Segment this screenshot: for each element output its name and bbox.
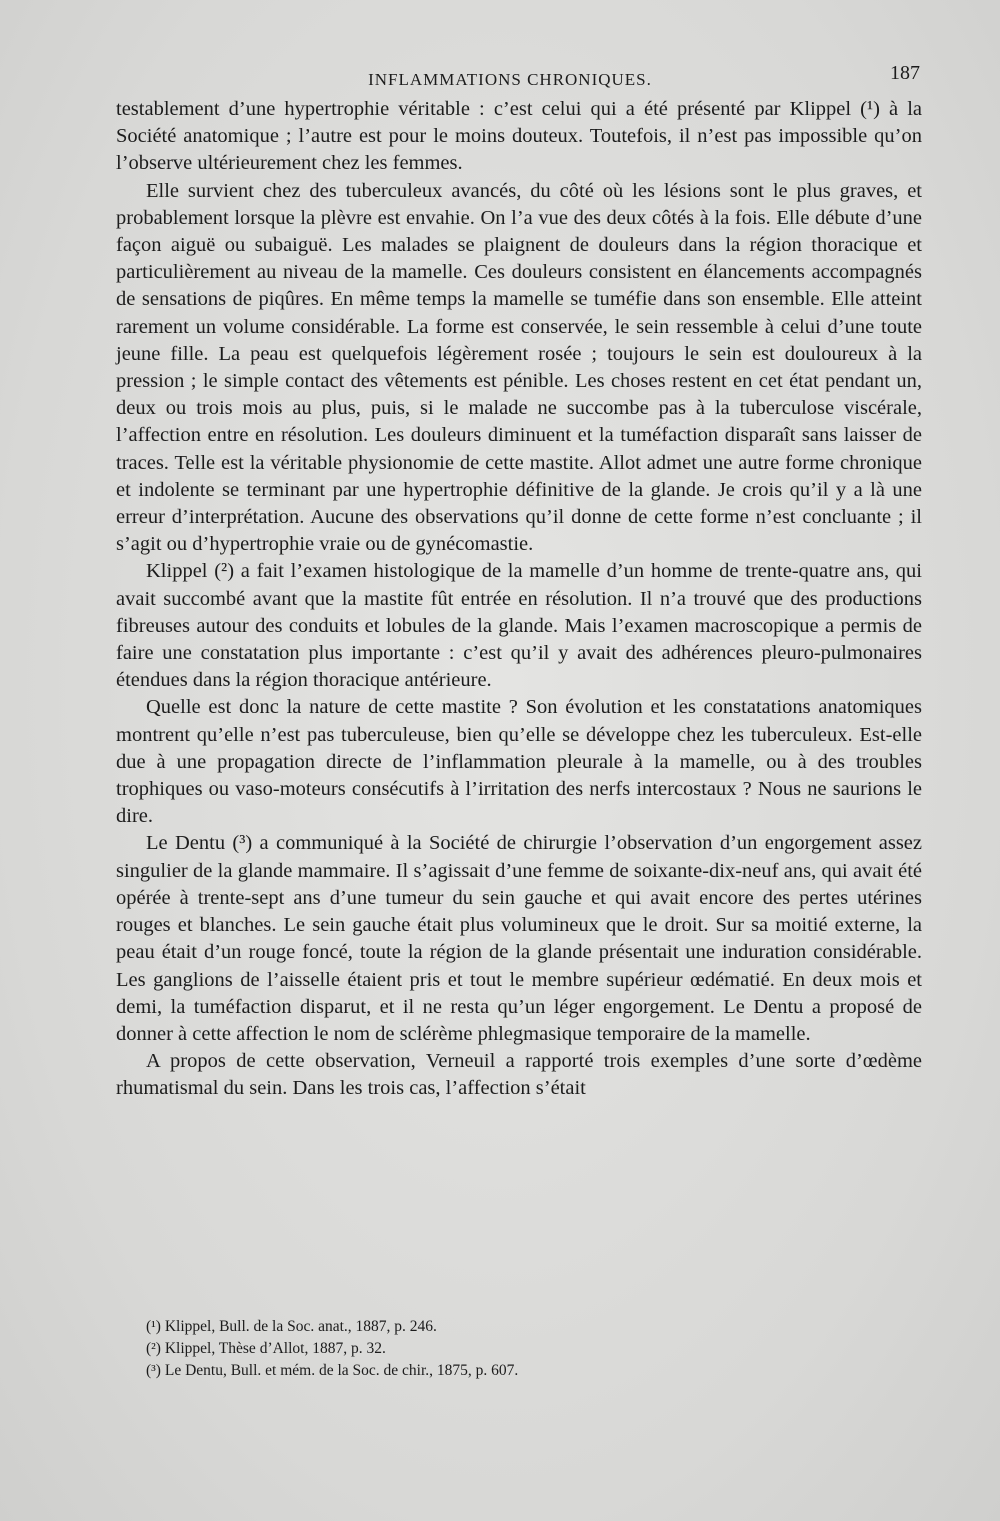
body-text bbox=[116, 96, 922, 1103]
page-number: 187 bbox=[890, 62, 920, 84]
paragraph: A propos de cette observation, Verneuil a rapporté trois exemples d’une sorte d’œdème rhumatismal du sein. Dans les trois cas, l’affection s’était bbox=[116, 1050, 922, 1100]
running-head bbox=[100, 62, 920, 92]
paragraph: testablement d’une hypertrophie véritable : c’est celui qui a été présenté par Klippel (¹) à la Société anatomique ; l’autre est pour le moins douteux. Toutefois, il n’est pas impossible qu’on l’observe ultérieurement chez les femmes. bbox=[116, 98, 922, 175]
footnotes bbox=[146, 1316, 906, 1382]
paragraph: Klippel (²) a fait l’examen histologique de la mamelle d’un homme de trente-quatre ans, qui avait succombé avant que la mastite fût entrée en résolution. Il n’a trouvé que des productions fibreuses autour des conduits et lobules de la glande. Mais l’examen macroscopique a permis de faire une constatation plus importante : c’est qu’il y avait des adhérences pleuro-pulmonaires étendues dans la région thoracique antérieure. bbox=[116, 560, 922, 692]
paragraph: Elle survient chez des tuberculeux avancés, du côté où les lésions sont le plus graves, et probablement lorsque la plèvre est envahie. On l’a vue des deux côtés à la fois. Elle débute d’une façon aiguë ou subaiguë. Les malades se plaignent de douleurs dans la région thoracique et particulièrement au niveau de la mamelle. Ces douleurs consistent en élancements accompagnés de sensations de piqûres. En même temps la mamelle se tuméfie dans son ensemble. Elle atteint rarement un volume considérable. La forme est conservée, le sein ressemble à celui d’une toute jeune fille. La peau est quelquefois légèrement rosée ; toujours le sein est douloureux à la pression ; le simple contact des vêtements est pénible. Les choses restent en cet état pendant un, deux ou trois mois au plus, puis, si le malade ne succombe pas à la tuberculose viscérale, l’affection entre en résolution. Les douleurs diminuent et la tuméfaction disparaît sans laisser de traces. Telle est la véritable physionomie de cette mastite. Allot admet une autre forme chronique et indolente se terminant par une hypertrophie définitive de la glande. Je crois qu’il y a là une erreur d’interprétation. Aucune des observations qu’il donne de cette forme n’est concluante ; il s’agit ou d’hypertrophie vraie ou de gynécomastie. bbox=[116, 179, 922, 556]
paragraph: Quelle est donc la nature de cette mastite ? Son évolution et les constatations anatomiques montrent qu’elle n’est pas tuberculeuse, bien qu’elle se développe chez les tuberculeux. Est-elle due à une propagation directe de l’inflammation pleurale à la mamelle, ou à des troubles trophiques ou vaso-moteurs consécutifs à l’irritation des nerfs intercostaux ? Nous ne saurions le dire. bbox=[116, 696, 922, 828]
running-title: INFLAMMATIONS CHRONIQUES. bbox=[368, 70, 652, 89]
footnote: (³) Le Dentu, Bull. et mém. de la Soc. de chir., 1875, p. 607. bbox=[146, 1362, 519, 1379]
footnote: (²) Klippel, Thèse d’Allot, 1887, p. 32. bbox=[146, 1340, 386, 1357]
footnote: (¹) Klippel, Bull. de la Soc. anat., 1887, p. 246. bbox=[146, 1318, 437, 1335]
paragraph: Le Dentu (³) a communiqué à la Société de chirurgie l’observation d’un engorgement assez singulier de la glande mammaire. Il s’agissait d’une femme de soixante-dix-neuf ans, qui avait été opérée à trente-sept ans d’une tumeur du sein gauche et qui avait encore des pertes utérines rouges et blanches. Le sein gauche était plus volumineux que le droit. Sur sa moitié externe, la peau était d’un rouge foncé, toute la région de la glande présentait une induration considérable. Les ganglions de l’aisselle étaient pris et tout le membre supérieur œdématié. En deux mois et demi, la tuméfaction disparut, et il ne resta qu’un léger engorgement. Le Dentu a proposé de donner à cette affection le nom de sclérème phlegmasique temporaire de la mamelle. bbox=[116, 832, 922, 1045]
